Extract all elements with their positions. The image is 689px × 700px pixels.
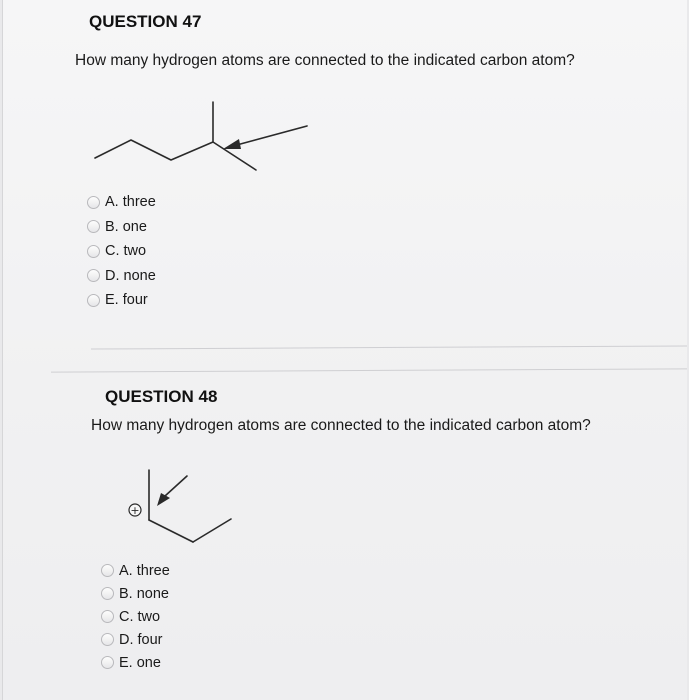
question-47-title: QUESTION 47 bbox=[89, 12, 202, 31]
choice-label: C. two bbox=[105, 243, 147, 260]
radio-button[interactable] bbox=[101, 633, 114, 646]
question-48-prompt: How many hydrogen atoms are connected to the indicated carbon atom? bbox=[91, 417, 591, 434]
indicator-arrow-shaft bbox=[165, 476, 187, 496]
section-divider bbox=[51, 368, 687, 372]
radio-button[interactable] bbox=[101, 610, 114, 623]
charge-symbol: + bbox=[130, 504, 140, 517]
question-47-prompt: How many hydrogen atoms are connected to the indicated carbon atom? bbox=[75, 52, 575, 69]
section-divider bbox=[91, 345, 687, 349]
choice-label: A. three bbox=[105, 194, 156, 211]
terminal-bond bbox=[193, 519, 231, 542]
question-48-choices bbox=[101, 559, 170, 674]
question-47-choices bbox=[87, 190, 156, 313]
radio-button[interactable] bbox=[87, 269, 100, 282]
choice-label: B. none bbox=[119, 585, 169, 602]
radio-button[interactable] bbox=[87, 245, 100, 258]
indicator-arrow-head bbox=[157, 493, 170, 506]
choice-48-b[interactable] bbox=[101, 582, 170, 605]
choice-label: A. three bbox=[119, 562, 170, 579]
choice-48-c[interactable] bbox=[101, 605, 170, 628]
radio-button[interactable] bbox=[87, 220, 100, 233]
choice-label: B. one bbox=[105, 218, 147, 235]
choice-label: E. one bbox=[119, 654, 161, 671]
choice-47-c[interactable] bbox=[87, 239, 156, 264]
indicator-arrow-shaft bbox=[233, 126, 307, 146]
radio-button[interactable] bbox=[87, 294, 100, 307]
radio-button[interactable] bbox=[101, 587, 114, 600]
radio-button[interactable] bbox=[101, 564, 114, 577]
choice-47-d[interactable] bbox=[87, 264, 156, 289]
choice-label: D. four bbox=[119, 631, 163, 648]
carbon-bond bbox=[149, 520, 193, 542]
choice-48-d[interactable] bbox=[101, 628, 170, 651]
question-sheet bbox=[2, 0, 687, 700]
question-48-title: QUESTION 48 bbox=[105, 387, 218, 406]
choice-47-e[interactable] bbox=[87, 288, 156, 313]
choice-47-a[interactable] bbox=[87, 190, 156, 215]
choice-48-a[interactable] bbox=[101, 559, 170, 582]
question-47-structure bbox=[93, 98, 323, 182]
choice-48-e[interactable] bbox=[101, 651, 170, 674]
choice-47-b[interactable] bbox=[87, 215, 156, 240]
choice-label: D. none bbox=[105, 267, 156, 284]
choice-label: C. two bbox=[119, 608, 161, 625]
indicator-arrow-head bbox=[223, 139, 241, 149]
choice-label: E. four bbox=[105, 292, 148, 309]
radio-button[interactable] bbox=[101, 656, 114, 669]
question-48-structure bbox=[121, 462, 243, 548]
radio-button[interactable] bbox=[87, 196, 100, 209]
